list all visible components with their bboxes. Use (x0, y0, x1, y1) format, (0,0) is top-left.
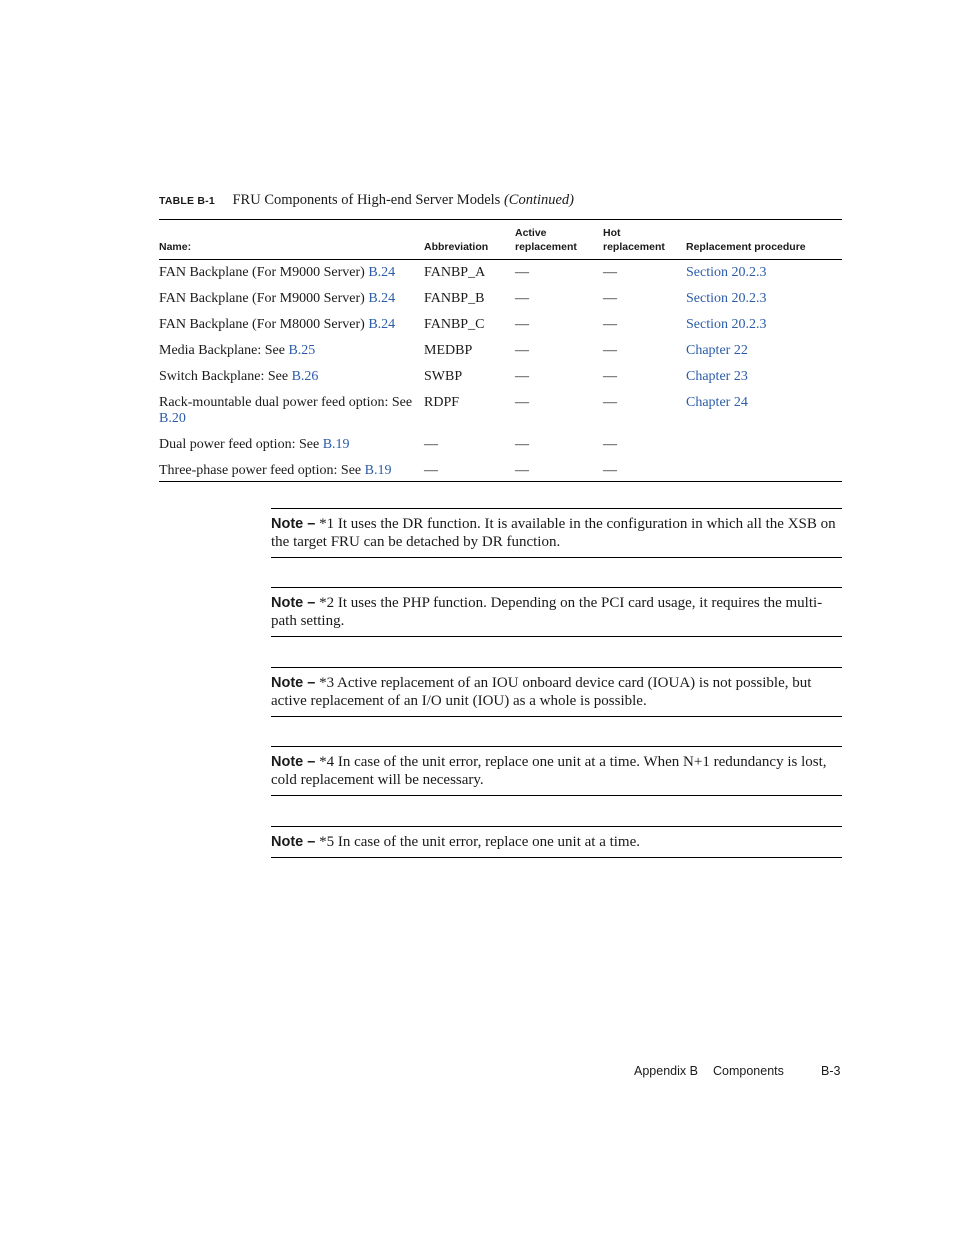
cell-abbreviation: — (424, 436, 438, 452)
cell-name-text: Dual power feed option: See (159, 436, 323, 452)
header-replacement-procedure: Replacement procedure (686, 241, 806, 253)
cell-procedure (686, 390, 842, 432)
cell-procedure (686, 364, 842, 390)
table-row (159, 390, 842, 432)
cell-active: — (515, 394, 529, 410)
table-header (159, 220, 842, 260)
cell-name (159, 286, 424, 312)
cell-name (159, 458, 424, 482)
cell-name-text: Three-phase power feed option: See (159, 462, 365, 478)
header-hot-line1: Hot (603, 227, 621, 239)
cell-name (159, 390, 424, 432)
table-caption (159, 192, 574, 209)
procedure-link[interactable]: Section 20.2.3 (686, 290, 767, 306)
cell-procedure (686, 338, 842, 364)
note-3 (271, 667, 842, 717)
cell-procedure (686, 458, 842, 482)
cell-active: — (515, 368, 529, 384)
cell-hot: — (603, 290, 617, 306)
note-text: *5 In case of the unit error, replace one unit at a time. (315, 834, 641, 850)
cell-name-text: Rack-mountable dual power feed option: See (159, 394, 413, 410)
cell-name-link[interactable]: B.19 (322, 436, 350, 452)
cell-active: — (515, 436, 529, 452)
procedure-link[interactable]: Chapter 24 (686, 394, 748, 410)
header-abbreviation: Abbreviation (424, 241, 489, 253)
table-caption-title: FRU Components of High-end Server Models (232, 192, 501, 208)
cell-abbreviation: RDPF (424, 394, 460, 410)
table-row (159, 312, 842, 338)
cell-abbreviation: FANBP_B (424, 290, 485, 306)
cell-active: — (515, 265, 529, 280)
table-row (159, 338, 842, 364)
cell-active: — (515, 342, 529, 358)
cell-hot: — (603, 342, 617, 358)
note-label: Note – (271, 834, 316, 850)
procedure-link[interactable]: Section 20.2.3 (686, 265, 767, 280)
cell-name (159, 312, 424, 338)
footer-section: Components (713, 1064, 784, 1078)
table-row (159, 458, 842, 482)
note-label: Note – (271, 516, 316, 532)
cell-abbreviation: MEDBP (424, 342, 473, 358)
note-2 (271, 587, 842, 637)
cell-name-text: Media Backplane: See (159, 342, 289, 358)
header-hot-replacement (603, 220, 686, 260)
cell-active: — (515, 290, 529, 306)
fru-components-table (159, 219, 842, 482)
note-text: *3 Active replacement of an IOU onboard device card (IOUA) is not possible, but active replacement of an I/O unit (IOU) as a whole is possible. (271, 675, 812, 709)
cell-active: — (515, 316, 529, 332)
cell-abbreviation: SWBP (424, 368, 463, 384)
fru-components-table-wrapper (159, 219, 842, 482)
cell-hot: — (603, 394, 617, 410)
cell-name-link[interactable]: B.19 (364, 462, 392, 478)
procedure-link[interactable]: Chapter 22 (686, 342, 748, 358)
table-caption-continued: (Continued) (503, 192, 575, 208)
cell-name-text: Switch Backplane: See (159, 368, 292, 384)
cell-name-link[interactable]: B.20 (159, 410, 186, 426)
note-label: Note – (271, 675, 316, 691)
cell-hot: — (603, 316, 617, 332)
note-5 (271, 826, 842, 858)
note-4 (271, 746, 842, 796)
cell-procedure (686, 312, 842, 338)
cell-name-text: FAN Backplane (For M9000 Server) (159, 265, 369, 280)
note-text: *4 In case of the unit error, replace one unit at a time. When N+1 redundancy is lost, cold replacement will be necessary. (271, 754, 827, 788)
table-row (159, 260, 842, 286)
procedure-link[interactable]: Section 20.2.3 (686, 316, 767, 332)
table-header-row (159, 220, 842, 260)
cell-procedure (686, 432, 842, 458)
procedure-link[interactable]: Chapter 23 (686, 368, 748, 384)
cell-hot: — (603, 265, 617, 280)
table-row (159, 286, 842, 312)
note-label: Note – (271, 754, 316, 770)
cell-active: — (515, 458, 603, 482)
note-text: *2 It uses the PHP function. Depending on the PCI card usage, it requires the multi-path setting. (271, 595, 823, 629)
cell-procedure (686, 286, 842, 312)
cell-name-text: FAN Backplane (For M8000 Server) (159, 316, 369, 332)
note-1 (271, 508, 842, 558)
cell-hot: — (603, 458, 686, 482)
cell-name (159, 432, 424, 458)
table-caption-tag: TABLE B-1 (159, 195, 215, 207)
table-row (159, 432, 842, 458)
header-hot-line2: replacement (603, 241, 665, 253)
cell-abbreviation: — (424, 458, 515, 482)
cell-procedure (686, 260, 842, 286)
header-name: Name: (159, 241, 192, 253)
cell-name-link[interactable]: B.25 (288, 342, 316, 358)
cell-name-link[interactable]: B.24 (368, 290, 396, 306)
cell-name-link[interactable]: B.24 (368, 265, 396, 280)
cell-hot: — (603, 368, 617, 384)
cell-hot: — (603, 436, 617, 452)
table-row (159, 364, 842, 390)
note-label: Note – (271, 595, 316, 611)
cell-name (159, 364, 424, 390)
header-active-line2: replacement (515, 241, 577, 253)
header-active-replacement (515, 220, 603, 260)
cell-name-link[interactable]: B.24 (368, 316, 396, 332)
cell-abbreviation: FANBP_C (424, 316, 485, 332)
cell-name-link[interactable]: B.26 (291, 368, 319, 384)
footer-appendix: Appendix B (634, 1064, 698, 1078)
cell-name (159, 338, 424, 364)
note-text: *1 It uses the DR function. It is available in the configuration in which all the XSB on the target FRU can be detached by DR function. (271, 516, 836, 550)
footer-page-number: B-3 (821, 1064, 841, 1078)
table-body (159, 260, 842, 482)
header-active-line1: Active (515, 227, 547, 239)
cell-name (159, 260, 424, 286)
cell-abbreviation: FANBP_A (424, 265, 486, 280)
cell-name-text: FAN Backplane (For M9000 Server) (159, 290, 369, 306)
